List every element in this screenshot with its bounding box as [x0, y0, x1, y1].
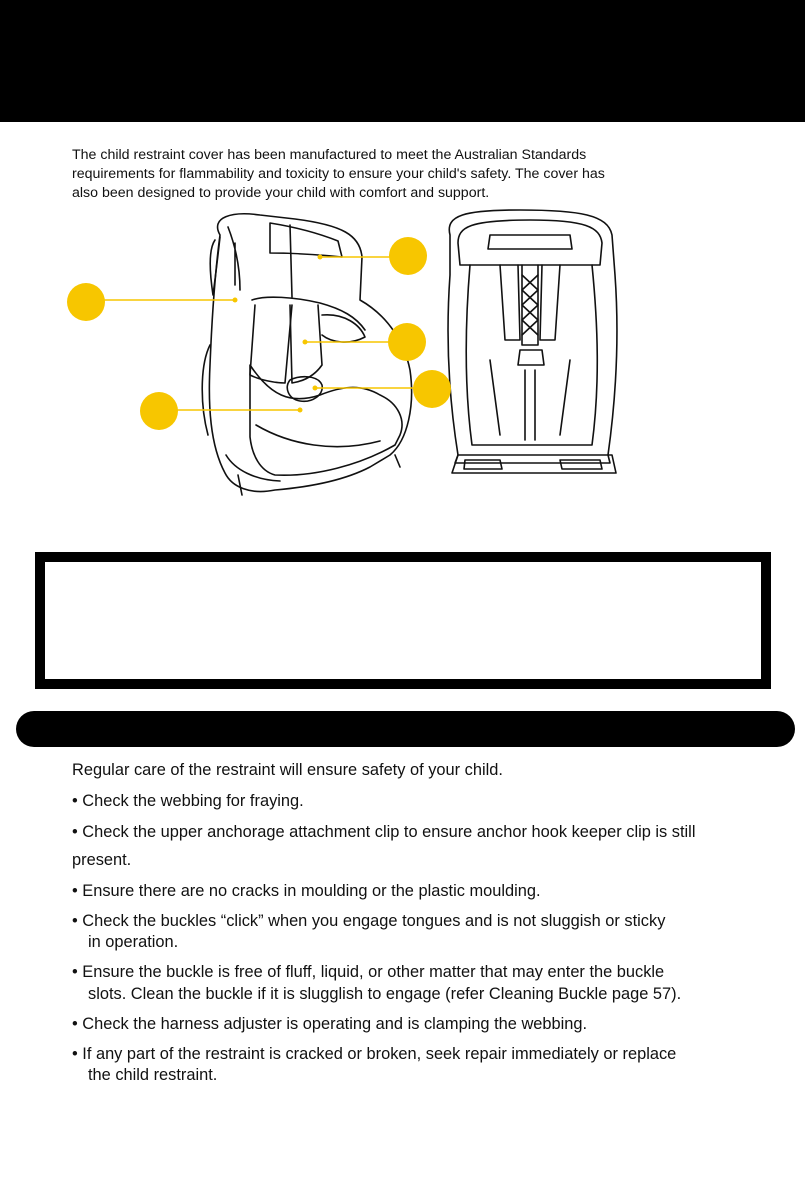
- section-heading-bar: [16, 711, 795, 747]
- care-bullet: • Check the buckles “click” when you engage tongues and is not sluggish or sticky: [72, 912, 666, 930]
- care-bullet: • Ensure the buckle is free of fluff, liquid, or other matter that may enter the buckle: [72, 963, 665, 981]
- intro-line: also been designed to provide your child with comfort and support.: [72, 185, 490, 201]
- care-line: Regular care of the restraint will ensure safety of your child.: [72, 761, 503, 779]
- care-line: present.: [72, 851, 132, 869]
- care-bullet: • Check the upper anchorage attachment clip to ensure anchor hook keeper clip is still: [72, 823, 696, 841]
- callout-leaders: [98, 257, 415, 410]
- car-seat-illustration: [60, 205, 660, 505]
- care-bullet: • Check the harness adjuster is operating and is clamping the webbing.: [72, 1015, 588, 1033]
- callout-circle: [67, 283, 105, 321]
- seat-front-view-icon: [202, 214, 411, 495]
- callout-circle: [388, 323, 426, 361]
- care-line: slots. Clean the buckle if it is slugglish to engage (refer Cleaning Buckle page 57).: [88, 985, 682, 1003]
- intro-line: The child restraint cover has been manufactured to meet the Australian Standards: [72, 147, 587, 163]
- care-bullet: • If any part of the restraint is cracked or broken, seek repair immediately or replace: [72, 1045, 677, 1063]
- callout-dots: [233, 255, 323, 413]
- seat-rear-view-icon: [448, 210, 617, 473]
- callout-circle: [413, 370, 451, 408]
- intro-paragraph: [72, 146, 712, 203]
- callout-circle: [140, 392, 178, 430]
- header-band: [0, 0, 805, 122]
- care-bullet: • Check the webbing for fraying.: [72, 792, 304, 810]
- care-line: the child restraint.: [88, 1066, 218, 1084]
- intro-line: requirements for flammability and toxicity to ensure your child's safety. The cover has: [72, 166, 605, 182]
- care-line: in operation.: [88, 933, 179, 951]
- callout-circle: [389, 237, 427, 275]
- warning-box: [35, 552, 771, 689]
- care-bullet: • Ensure there are no cracks in moulding or the plastic moulding.: [72, 882, 541, 900]
- callout-circles: [67, 237, 451, 430]
